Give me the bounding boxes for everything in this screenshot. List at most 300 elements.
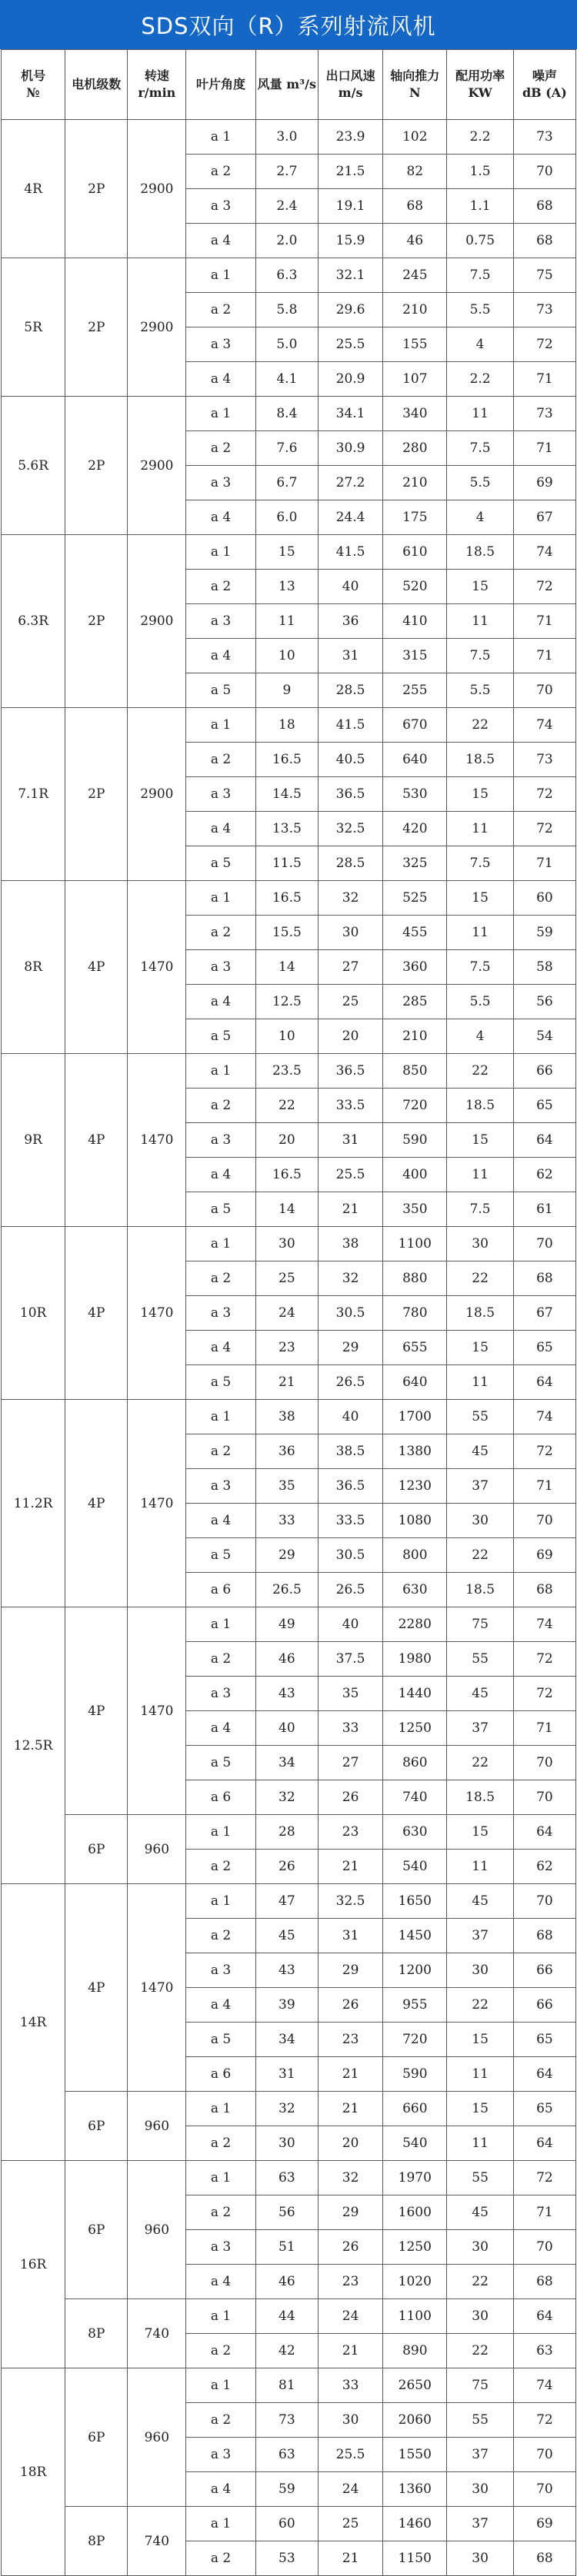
power-cell: 15 bbox=[447, 1123, 513, 1158]
airflow-cell: 46 bbox=[255, 2265, 318, 2299]
blade-angle-cell: a 4 bbox=[186, 1158, 256, 1192]
blade-angle-cell: a 3 bbox=[186, 189, 256, 224]
airflow-cell: 13.5 bbox=[255, 812, 318, 846]
thrust-cell: 1440 bbox=[383, 1677, 447, 1711]
table-row bbox=[2, 258, 576, 293]
power-cell: 22 bbox=[447, 1538, 513, 1573]
blade-angle-cell: a 5 bbox=[186, 2023, 256, 2057]
airflow-cell: 63 bbox=[255, 2161, 318, 2195]
noise-cell: 67 bbox=[513, 1296, 575, 1331]
airflow-cell: 34 bbox=[255, 2023, 318, 2057]
noise-cell: 70 bbox=[513, 1746, 575, 1780]
airflow-cell: 38 bbox=[255, 1400, 318, 1434]
thrust-cell: 890 bbox=[383, 2334, 447, 2368]
motor-poles-cell: 6P bbox=[65, 2092, 128, 2161]
airflow-cell: 29 bbox=[255, 1538, 318, 1573]
noise-cell: 60 bbox=[513, 881, 575, 916]
noise-cell: 69 bbox=[513, 1538, 575, 1573]
power-cell: 4 bbox=[447, 1019, 513, 1054]
velocity-cell: 41.5 bbox=[318, 535, 382, 570]
thrust-cell: 720 bbox=[383, 2023, 447, 2057]
velocity-cell: 33 bbox=[318, 2368, 382, 2403]
thrust-cell: 590 bbox=[383, 2057, 447, 2092]
thrust-cell: 1360 bbox=[383, 2472, 447, 2507]
page-title: SDS双向（R）系列射流风机 bbox=[0, 0, 577, 49]
motor-poles-cell: 4P bbox=[65, 881, 128, 1054]
blade-angle-cell: a 2 bbox=[186, 293, 256, 327]
noise-cell: 74 bbox=[513, 2368, 575, 2403]
thrust-cell: 1970 bbox=[383, 2161, 447, 2195]
blade-angle-cell: a 1 bbox=[186, 2507, 256, 2541]
power-cell: 22 bbox=[447, 1988, 513, 2023]
speed-cell: 960 bbox=[128, 2161, 186, 2299]
thrust-cell: 82 bbox=[383, 155, 447, 189]
motor-poles-cell: 6P bbox=[65, 2161, 128, 2299]
airflow-cell: 47 bbox=[255, 1884, 318, 1919]
power-cell: 30 bbox=[447, 1227, 513, 1261]
blade-angle-cell: a 6 bbox=[186, 1573, 256, 1607]
noise-cell: 62 bbox=[513, 1158, 575, 1192]
thrust-cell: 1550 bbox=[383, 2438, 447, 2472]
noise-cell: 69 bbox=[513, 466, 575, 500]
noise-cell: 65 bbox=[513, 1331, 575, 1365]
velocity-cell: 35 bbox=[318, 1677, 382, 1711]
blade-angle-cell: a 6 bbox=[186, 2057, 256, 2092]
noise-cell: 70 bbox=[513, 673, 575, 708]
header-speed: 转速 r/min bbox=[128, 50, 186, 120]
airflow-cell: 43 bbox=[255, 1953, 318, 1988]
speed-cell: 1470 bbox=[128, 1054, 186, 1227]
airflow-cell: 40 bbox=[255, 1711, 318, 1746]
noise-cell: 68 bbox=[513, 2541, 575, 2576]
velocity-cell: 23 bbox=[318, 1815, 382, 1850]
model-number-cell: 16R bbox=[2, 2161, 65, 2368]
airflow-cell: 15.5 bbox=[255, 916, 318, 950]
airflow-cell: 32 bbox=[255, 1780, 318, 1815]
speed-cell: 1470 bbox=[128, 881, 186, 1054]
noise-cell: 72 bbox=[513, 812, 575, 846]
noise-cell: 64 bbox=[513, 2126, 575, 2161]
airflow-cell: 36 bbox=[255, 1434, 318, 1469]
airflow-cell: 18 bbox=[255, 708, 318, 743]
model-number-cell: 7.1R bbox=[2, 708, 65, 881]
velocity-cell: 21 bbox=[318, 2541, 382, 2576]
velocity-cell: 26.5 bbox=[318, 1573, 382, 1607]
noise-cell: 65 bbox=[513, 2092, 575, 2126]
noise-cell: 75 bbox=[513, 258, 575, 293]
noise-cell: 74 bbox=[513, 535, 575, 570]
blade-angle-cell: a 4 bbox=[186, 812, 256, 846]
blade-angle-cell: a 1 bbox=[186, 2299, 256, 2334]
model-number-cell: 9R bbox=[2, 1054, 65, 1227]
power-cell: 1.1 bbox=[447, 189, 513, 224]
blade-angle-cell: a 2 bbox=[186, 1850, 256, 1884]
velocity-cell: 31 bbox=[318, 1123, 382, 1158]
velocity-cell: 30.9 bbox=[318, 431, 382, 466]
thrust-cell: 670 bbox=[383, 708, 447, 743]
velocity-cell: 32 bbox=[318, 881, 382, 916]
airflow-cell: 5.0 bbox=[255, 327, 318, 362]
thrust-cell: 455 bbox=[383, 916, 447, 950]
airflow-cell: 13 bbox=[255, 570, 318, 604]
noise-cell: 59 bbox=[513, 916, 575, 950]
velocity-cell: 28.5 bbox=[318, 673, 382, 708]
velocity-cell: 30.5 bbox=[318, 1296, 382, 1331]
airflow-cell: 5.8 bbox=[255, 293, 318, 327]
airflow-cell: 45 bbox=[255, 1919, 318, 1953]
velocity-cell: 33.5 bbox=[318, 1504, 382, 1538]
power-cell: 11 bbox=[447, 1158, 513, 1192]
velocity-cell: 26 bbox=[318, 1780, 382, 1815]
noise-cell: 70 bbox=[513, 1504, 575, 1538]
airflow-cell: 33 bbox=[255, 1504, 318, 1538]
blade-angle-cell: a 6 bbox=[186, 1780, 256, 1815]
motor-poles-cell: 4P bbox=[65, 1884, 128, 2092]
velocity-cell: 32.1 bbox=[318, 258, 382, 293]
noise-cell: 62 bbox=[513, 1850, 575, 1884]
airflow-cell: 9 bbox=[255, 673, 318, 708]
power-cell: 75 bbox=[447, 1607, 513, 1642]
thrust-cell: 720 bbox=[383, 1089, 447, 1123]
velocity-cell: 32 bbox=[318, 2161, 382, 2195]
airflow-cell: 15 bbox=[255, 535, 318, 570]
thrust-cell: 860 bbox=[383, 1746, 447, 1780]
power-cell: 18.5 bbox=[447, 1089, 513, 1123]
blade-angle-cell: a 3 bbox=[186, 466, 256, 500]
table-row bbox=[2, 2299, 576, 2334]
airflow-cell: 59 bbox=[255, 2472, 318, 2507]
blade-angle-cell: a 3 bbox=[186, 1296, 256, 1331]
power-cell: 30 bbox=[447, 1953, 513, 1988]
noise-cell: 71 bbox=[513, 1469, 575, 1504]
blade-angle-cell: a 3 bbox=[186, 604, 256, 639]
airflow-cell: 6.3 bbox=[255, 258, 318, 293]
blade-angle-cell: a 2 bbox=[186, 2195, 256, 2230]
airflow-cell: 35 bbox=[255, 1469, 318, 1504]
velocity-cell: 41.5 bbox=[318, 708, 382, 743]
blade-angle-cell: a 4 bbox=[186, 500, 256, 535]
noise-cell: 61 bbox=[513, 1192, 575, 1227]
thrust-cell: 400 bbox=[383, 1158, 447, 1192]
thrust-cell: 740 bbox=[383, 1780, 447, 1815]
model-number-cell: 14R bbox=[2, 1884, 65, 2161]
thrust-cell: 800 bbox=[383, 1538, 447, 1573]
thrust-cell: 955 bbox=[383, 1988, 447, 2023]
thrust-cell: 1230 bbox=[383, 1469, 447, 1504]
airflow-cell: 44 bbox=[255, 2299, 318, 2334]
thrust-cell: 1250 bbox=[383, 2230, 447, 2265]
speed-cell: 1470 bbox=[128, 1227, 186, 1400]
blade-angle-cell: a 2 bbox=[186, 1261, 256, 1296]
velocity-cell: 33.5 bbox=[318, 1089, 382, 1123]
header-model: 机号 № bbox=[2, 50, 65, 120]
airflow-cell: 46 bbox=[255, 1642, 318, 1677]
power-cell: 7.5 bbox=[447, 639, 513, 673]
airflow-cell: 6.0 bbox=[255, 500, 318, 535]
noise-cell: 72 bbox=[513, 1434, 575, 1469]
table-row bbox=[2, 1815, 576, 1850]
blade-angle-cell: a 2 bbox=[186, 1642, 256, 1677]
blade-angle-cell: a 4 bbox=[186, 2472, 256, 2507]
thrust-cell: 1200 bbox=[383, 1953, 447, 1988]
power-cell: 37 bbox=[447, 2438, 513, 2472]
power-cell: 37 bbox=[447, 1919, 513, 1953]
blade-angle-cell: a 5 bbox=[186, 1019, 256, 1054]
thrust-cell: 630 bbox=[383, 1815, 447, 1850]
noise-cell: 66 bbox=[513, 1054, 575, 1089]
power-cell: 7.5 bbox=[447, 846, 513, 881]
blade-angle-cell: a 3 bbox=[186, 327, 256, 362]
velocity-cell: 20.9 bbox=[318, 362, 382, 397]
speed-cell: 960 bbox=[128, 2368, 186, 2507]
power-cell: 37 bbox=[447, 2507, 513, 2541]
noise-cell: 72 bbox=[513, 777, 575, 812]
blade-angle-cell: a 4 bbox=[186, 362, 256, 397]
thrust-cell: 175 bbox=[383, 500, 447, 535]
thrust-cell: 780 bbox=[383, 1296, 447, 1331]
table-header-row bbox=[2, 50, 576, 120]
blade-angle-cell: a 1 bbox=[186, 2092, 256, 2126]
velocity-cell: 25.5 bbox=[318, 1158, 382, 1192]
airflow-cell: 14 bbox=[255, 950, 318, 985]
table-row bbox=[2, 1054, 576, 1089]
motor-poles-cell: 6P bbox=[65, 1815, 128, 1884]
header-airflow: 风量 m³/s bbox=[255, 50, 318, 120]
noise-cell: 63 bbox=[513, 2334, 575, 2368]
airflow-cell: 3.0 bbox=[255, 120, 318, 155]
velocity-cell: 25 bbox=[318, 985, 382, 1019]
velocity-cell: 32 bbox=[318, 1261, 382, 1296]
noise-cell: 69 bbox=[513, 2507, 575, 2541]
thrust-cell: 280 bbox=[383, 431, 447, 466]
motor-poles-cell: 2P bbox=[65, 397, 128, 535]
power-cell: 22 bbox=[447, 1746, 513, 1780]
blade-angle-cell: a 2 bbox=[186, 2403, 256, 2438]
speed-cell: 2900 bbox=[128, 708, 186, 881]
thrust-cell: 1460 bbox=[383, 2507, 447, 2541]
velocity-cell: 34.1 bbox=[318, 397, 382, 431]
velocity-cell: 27 bbox=[318, 950, 382, 985]
velocity-cell: 29.6 bbox=[318, 293, 382, 327]
blade-angle-cell: a 5 bbox=[186, 673, 256, 708]
velocity-cell: 38 bbox=[318, 1227, 382, 1261]
airflow-cell: 2.7 bbox=[255, 155, 318, 189]
blade-angle-cell: a 1 bbox=[186, 1400, 256, 1434]
noise-cell: 68 bbox=[513, 1919, 575, 1953]
power-cell: 30 bbox=[447, 2541, 513, 2576]
thrust-cell: 46 bbox=[383, 224, 447, 258]
table-row bbox=[2, 2092, 576, 2126]
noise-cell: 74 bbox=[513, 1607, 575, 1642]
thrust-cell: 1250 bbox=[383, 1711, 447, 1746]
power-cell: 1.5 bbox=[447, 155, 513, 189]
power-cell: 18.5 bbox=[447, 743, 513, 777]
noise-cell: 65 bbox=[513, 2023, 575, 2057]
velocity-cell: 20 bbox=[318, 1019, 382, 1054]
velocity-cell: 23.9 bbox=[318, 120, 382, 155]
power-cell: 18.5 bbox=[447, 535, 513, 570]
noise-cell: 68 bbox=[513, 1261, 575, 1296]
motor-poles-cell: 8P bbox=[65, 2299, 128, 2368]
blade-angle-cell: a 4 bbox=[186, 1504, 256, 1538]
speed-cell: 2900 bbox=[128, 120, 186, 258]
header-velocity: 出口风速 m/s bbox=[318, 50, 382, 120]
blade-angle-cell: a 4 bbox=[186, 985, 256, 1019]
table-row bbox=[2, 120, 576, 155]
airflow-cell: 43 bbox=[255, 1677, 318, 1711]
power-cell: 4 bbox=[447, 500, 513, 535]
noise-cell: 67 bbox=[513, 500, 575, 535]
blade-angle-cell: a 3 bbox=[186, 1677, 256, 1711]
model-number-cell: 8R bbox=[2, 881, 65, 1054]
noise-cell: 66 bbox=[513, 1988, 575, 2023]
table-row bbox=[2, 2507, 576, 2541]
spec-table-body bbox=[2, 120, 576, 2576]
velocity-cell: 32.5 bbox=[318, 812, 382, 846]
noise-cell: 72 bbox=[513, 327, 575, 362]
thrust-cell: 540 bbox=[383, 2126, 447, 2161]
power-cell: 11 bbox=[447, 2126, 513, 2161]
airflow-cell: 11.5 bbox=[255, 846, 318, 881]
airflow-cell: 4.1 bbox=[255, 362, 318, 397]
blade-angle-cell: a 4 bbox=[186, 1711, 256, 1746]
noise-cell: 71 bbox=[513, 362, 575, 397]
blade-angle-cell: a 2 bbox=[186, 1919, 256, 1953]
power-cell: 7.5 bbox=[447, 431, 513, 466]
velocity-cell: 36 bbox=[318, 604, 382, 639]
thrust-cell: 1700 bbox=[383, 1400, 447, 1434]
power-cell: 22 bbox=[447, 1261, 513, 1296]
blade-angle-cell: a 4 bbox=[186, 1988, 256, 2023]
blade-angle-cell: a 2 bbox=[186, 916, 256, 950]
power-cell: 5.5 bbox=[447, 673, 513, 708]
thrust-cell: 155 bbox=[383, 327, 447, 362]
velocity-cell: 23 bbox=[318, 2265, 382, 2299]
velocity-cell: 40 bbox=[318, 570, 382, 604]
model-number-cell: 5R bbox=[2, 258, 65, 397]
power-cell: 15 bbox=[447, 2092, 513, 2126]
airflow-cell: 8.4 bbox=[255, 397, 318, 431]
velocity-cell: 25.5 bbox=[318, 327, 382, 362]
speed-cell: 1470 bbox=[128, 1607, 186, 1815]
blade-angle-cell: a 1 bbox=[186, 1607, 256, 1642]
power-cell: 11 bbox=[447, 604, 513, 639]
power-cell: 2.2 bbox=[447, 120, 513, 155]
table-row bbox=[2, 708, 576, 743]
noise-cell: 73 bbox=[513, 397, 575, 431]
thrust-cell: 2280 bbox=[383, 1607, 447, 1642]
blade-angle-cell: a 3 bbox=[186, 1123, 256, 1158]
velocity-cell: 23 bbox=[318, 2023, 382, 2057]
thrust-cell: 102 bbox=[383, 120, 447, 155]
table-row bbox=[2, 2161, 576, 2195]
thrust-cell: 660 bbox=[383, 2092, 447, 2126]
power-cell: 11 bbox=[447, 1850, 513, 1884]
model-number-cell: 11.2R bbox=[2, 1400, 65, 1607]
blade-angle-cell: a 5 bbox=[186, 1365, 256, 1400]
blade-angle-cell: a 1 bbox=[186, 120, 256, 155]
blade-angle-cell: a 2 bbox=[186, 570, 256, 604]
velocity-cell: 29 bbox=[318, 1331, 382, 1365]
thrust-cell: 1450 bbox=[383, 1919, 447, 1953]
thrust-cell: 315 bbox=[383, 639, 447, 673]
velocity-cell: 33 bbox=[318, 1711, 382, 1746]
power-cell: 11 bbox=[447, 397, 513, 431]
velocity-cell: 38.5 bbox=[318, 1434, 382, 1469]
table-row bbox=[2, 397, 576, 431]
airflow-cell: 28 bbox=[255, 1815, 318, 1850]
blade-angle-cell: a 1 bbox=[186, 1054, 256, 1089]
velocity-cell: 36.5 bbox=[318, 1054, 382, 1089]
header-power: 配用功率 KW bbox=[447, 50, 513, 120]
noise-cell: 73 bbox=[513, 120, 575, 155]
thrust-cell: 255 bbox=[383, 673, 447, 708]
blade-angle-cell: a 2 bbox=[186, 2126, 256, 2161]
model-number-cell: 6.3R bbox=[2, 535, 65, 708]
airflow-cell: 30 bbox=[255, 1227, 318, 1261]
table-row bbox=[2, 1227, 576, 1261]
power-cell: 4 bbox=[447, 327, 513, 362]
noise-cell: 70 bbox=[513, 2230, 575, 2265]
blade-angle-cell: a 3 bbox=[186, 950, 256, 985]
motor-poles-cell: 6P bbox=[65, 2368, 128, 2507]
power-cell: 11 bbox=[447, 2057, 513, 2092]
table-row bbox=[2, 1607, 576, 1642]
velocity-cell: 21 bbox=[318, 2057, 382, 2092]
power-cell: 5.5 bbox=[447, 293, 513, 327]
power-cell: 55 bbox=[447, 2161, 513, 2195]
noise-cell: 71 bbox=[513, 604, 575, 639]
power-cell: 11 bbox=[447, 916, 513, 950]
airflow-cell: 24 bbox=[255, 1296, 318, 1331]
blade-angle-cell: a 1 bbox=[186, 1227, 256, 1261]
thrust-cell: 107 bbox=[383, 362, 447, 397]
blade-angle-cell: a 4 bbox=[186, 224, 256, 258]
power-cell: 18.5 bbox=[447, 1780, 513, 1815]
airflow-cell: 34 bbox=[255, 1746, 318, 1780]
thrust-cell: 655 bbox=[383, 1331, 447, 1365]
power-cell: 22 bbox=[447, 2334, 513, 2368]
thrust-cell: 640 bbox=[383, 1365, 447, 1400]
airflow-cell: 60 bbox=[255, 2507, 318, 2541]
noise-cell: 70 bbox=[513, 1227, 575, 1261]
power-cell: 45 bbox=[447, 2195, 513, 2230]
power-cell: 55 bbox=[447, 1400, 513, 1434]
power-cell: 7.5 bbox=[447, 258, 513, 293]
power-cell: 15 bbox=[447, 1815, 513, 1850]
velocity-cell: 24 bbox=[318, 2299, 382, 2334]
noise-cell: 68 bbox=[513, 1573, 575, 1607]
noise-cell: 72 bbox=[513, 1642, 575, 1677]
table-row bbox=[2, 2368, 576, 2403]
thrust-cell: 210 bbox=[383, 466, 447, 500]
noise-cell: 71 bbox=[513, 639, 575, 673]
velocity-cell: 19.1 bbox=[318, 189, 382, 224]
airflow-cell: 7.6 bbox=[255, 431, 318, 466]
blade-angle-cell: a 1 bbox=[186, 2161, 256, 2195]
power-cell: 37 bbox=[447, 1711, 513, 1746]
velocity-cell: 21.5 bbox=[318, 155, 382, 189]
motor-poles-cell: 4P bbox=[65, 1227, 128, 1400]
thrust-cell: 325 bbox=[383, 846, 447, 881]
velocity-cell: 36.5 bbox=[318, 777, 382, 812]
velocity-cell: 31 bbox=[318, 1919, 382, 1953]
power-cell: 75 bbox=[447, 2368, 513, 2403]
table-row bbox=[2, 535, 576, 570]
velocity-cell: 30 bbox=[318, 2403, 382, 2438]
thrust-cell: 1100 bbox=[383, 1227, 447, 1261]
blade-angle-cell: a 3 bbox=[186, 777, 256, 812]
